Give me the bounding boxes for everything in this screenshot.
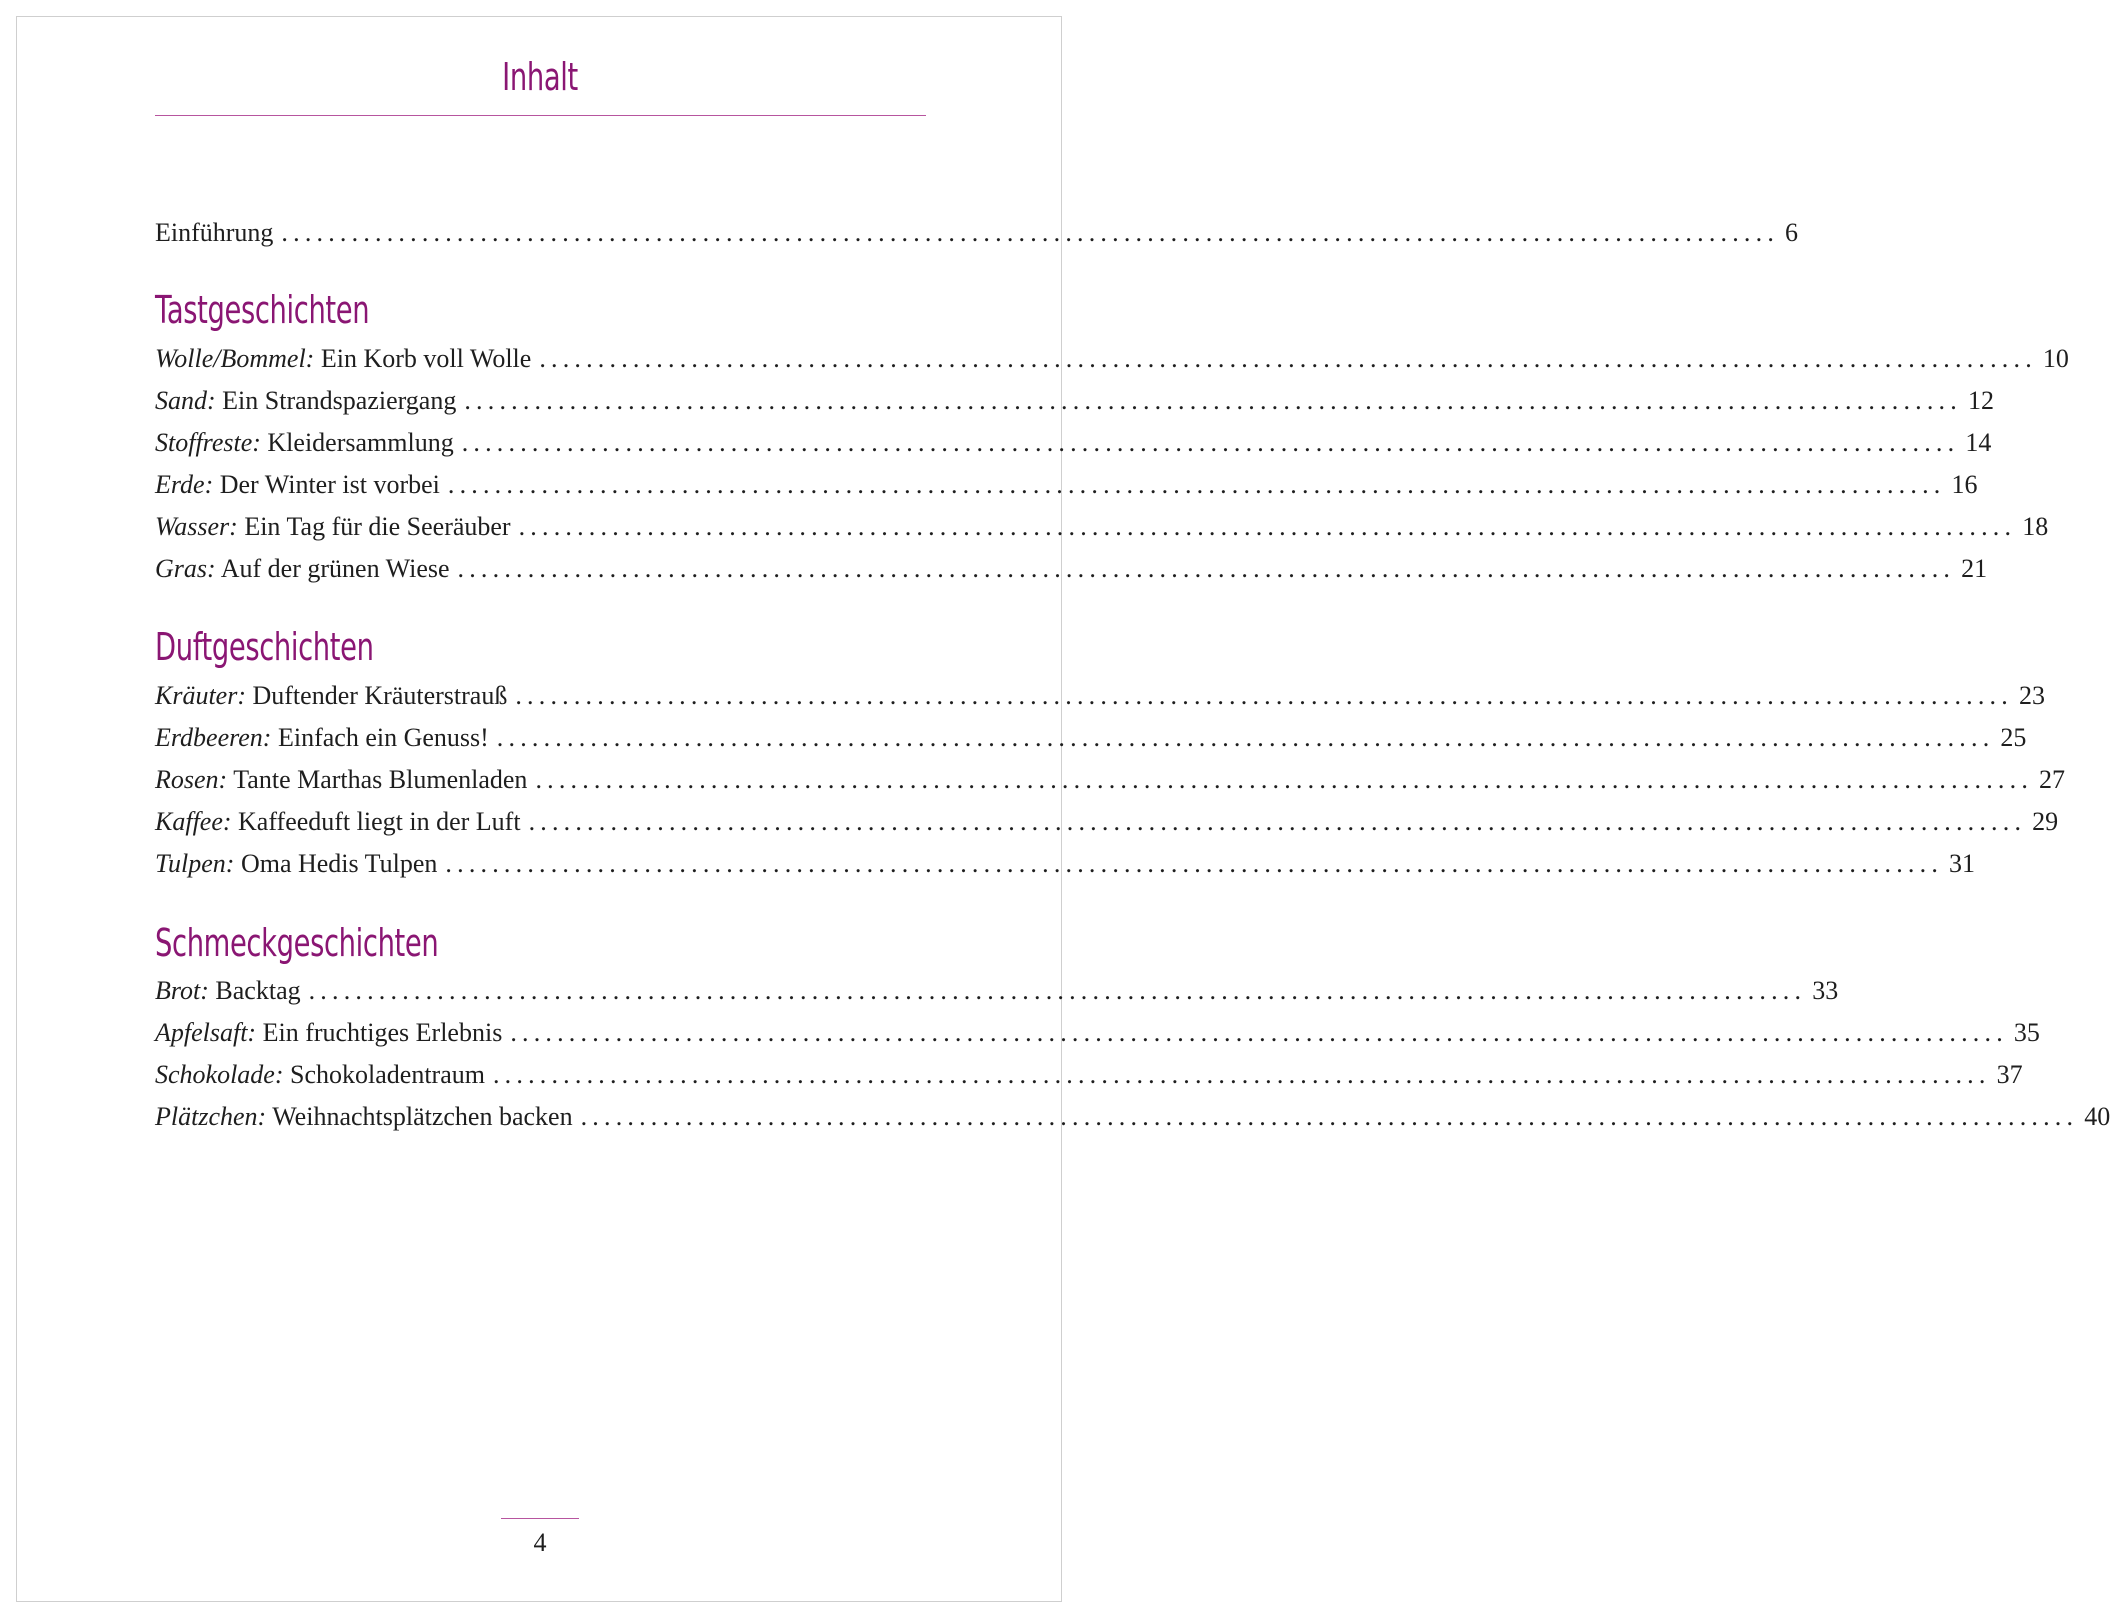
toc-entry-subject: Tulpen:	[155, 849, 235, 878]
leader-dots: ................................................................................................................................	[492, 1060, 1991, 1089]
leader-dots: ................................................................................................................................	[518, 512, 2017, 541]
toc-entry-subject: Rosen:	[155, 765, 228, 794]
toc-entry-subject: Erdbeeren:	[155, 723, 272, 752]
toc-entry[interactable]	[155, 1052, 2023, 1092]
toc-page-number: 40	[2084, 1102, 2110, 1131]
toc-entry[interactable]	[155, 546, 1988, 586]
toc-entry[interactable]	[155, 462, 1978, 502]
toc-page-number: 16	[1951, 470, 1978, 499]
leader-dots: ................................................................................................................................	[510, 1018, 2008, 1047]
footer-rule	[501, 1518, 579, 1519]
leader-dots: ................................................................................................................................	[539, 344, 2037, 373]
title-rule	[155, 115, 926, 116]
toc-entry-label	[155, 763, 527, 797]
toc-entry-label	[155, 468, 440, 502]
toc-entry-subject: Kräuter:	[155, 681, 246, 710]
toc-entry-title: Kaffeeduft liegt in der Luft	[231, 807, 521, 836]
toc-entry-label	[155, 1100, 573, 1134]
toc-entry-label	[155, 342, 531, 376]
toc-entry-subject: Wolle/Bommel:	[155, 344, 315, 373]
toc-entry-title: Ein fruchtiges Erlebnis	[256, 1018, 503, 1047]
leader-dots: ................................................................................................................................	[496, 723, 1995, 752]
toc-entry-subject: Gras:	[155, 554, 216, 583]
page-title: Inhalt	[502, 55, 578, 99]
leader-dots: ................................................................................................................................	[445, 849, 1944, 878]
toc-entry-title: Der Winter ist vorbei	[213, 470, 440, 499]
toc-entry[interactable]	[155, 841, 1976, 881]
toc-entry-subject: Kaffee:	[155, 807, 232, 836]
toc-page-number: 21	[1961, 554, 1988, 583]
toc-page-number: 27	[2039, 765, 2066, 794]
leader-dots: ................................................................................................................................	[528, 807, 2027, 836]
leader-dots: ................................................................................................................................	[457, 554, 1956, 583]
toc-entry[interactable]	[155, 420, 1992, 460]
toc-page-number: 25	[2000, 723, 2027, 752]
toc-entry-title: Auf der grünen Wiese	[215, 554, 450, 583]
toc-page-number: 12	[1967, 386, 1994, 415]
toc-page-number: 23	[2018, 681, 2045, 710]
toc-entry[interactable]	[155, 673, 2045, 713]
toc-page-number: 33	[1812, 976, 1839, 1005]
toc-entry-subject: Wasser:	[155, 512, 238, 541]
leader-dots: ................................................................................................................................	[535, 765, 2034, 794]
toc-entry[interactable]	[155, 378, 1994, 418]
toc-entry-title: Einfach ein Genuss!	[271, 723, 489, 752]
toc-entry-intro[interactable]	[155, 210, 1799, 250]
toc-entry-title: Duftender Kräuterstrauß	[246, 681, 508, 710]
toc-entry[interactable]	[155, 1010, 2040, 1050]
toc-page-number: 14	[1965, 428, 1992, 457]
toc-entry[interactable]	[155, 1094, 2110, 1134]
toc-page-number: 37	[1996, 1060, 2023, 1089]
toc-entry[interactable]	[155, 336, 2069, 376]
toc-entry-title: Backtag	[208, 976, 301, 1005]
toc-entry-label	[155, 805, 521, 839]
leader-dots: ................................................................................................................................	[515, 681, 2013, 710]
toc-entry-label	[155, 384, 456, 418]
toc-entry-title: Kleidersammlung	[260, 428, 454, 457]
toc-entry-title: Weihnachtsplätzchen backen	[266, 1102, 573, 1131]
toc-entry-subject: Sand:	[155, 386, 216, 415]
toc-entry-subject: Erde:	[155, 470, 214, 499]
toc-entry-title: Tante Marthas Blumenladen	[227, 765, 528, 794]
toc-entry-title: Oma Hedis Tulpen	[234, 849, 438, 878]
toc-page-number: 10	[2042, 344, 2069, 373]
leader-dots: ................................................................................................................................	[308, 976, 1807, 1005]
toc-entry-label	[155, 510, 511, 544]
toc-page-number: 29	[2032, 807, 2059, 836]
page-number: 4	[533, 1528, 547, 1557]
toc-entry-title: Ein Strandspaziergang	[215, 386, 457, 415]
toc-entry[interactable]	[155, 715, 2027, 755]
toc-entry-label: Einführung	[155, 218, 274, 247]
section-heading-duftgeschichten: Duftgeschichten	[155, 625, 374, 669]
toc-entry-label	[155, 552, 450, 586]
toc-entry-label	[155, 1016, 502, 1050]
toc-entry-label	[155, 721, 489, 755]
toc-page-number: 18	[2022, 512, 2049, 541]
toc-page-number: 6	[1785, 218, 1799, 247]
toc-entry[interactable]	[155, 504, 2049, 544]
toc-entry[interactable]	[155, 799, 2059, 839]
toc-entry-label	[155, 1058, 485, 1092]
toc-entry[interactable]	[155, 968, 1839, 1008]
section-heading-tastgeschichten: Tastgeschichten	[155, 288, 370, 332]
toc-entry-title: Ein Tag für die Seeräuber	[237, 512, 511, 541]
section-heading-schmeckgeschichten: Schmeckgeschichten	[155, 921, 439, 965]
toc-page-number: 31	[1949, 849, 1976, 878]
toc-entry-label	[155, 847, 437, 881]
leader-dots: ................................................................................................................................	[461, 428, 1960, 457]
leader-dots: ................................................................................................................................	[580, 1102, 2079, 1131]
toc-entry-subject: Stoffreste:	[155, 428, 261, 457]
toc-entry-subject: Plätzchen:	[155, 1102, 267, 1131]
leader-dots: ................................................................................................................................	[281, 218, 1780, 247]
toc-entry-label	[155, 426, 454, 460]
toc-entry-label	[155, 679, 507, 713]
toc-entry-label	[155, 974, 301, 1008]
toc-entry[interactable]	[155, 757, 2066, 797]
toc-entry-subject: Schokolade:	[155, 1060, 284, 1089]
toc-entry-title: Ein Korb voll Wolle	[314, 344, 532, 373]
leader-dots: ................................................................................................................................	[447, 470, 1946, 499]
toc-entry-subject: Brot:	[155, 976, 209, 1005]
toc-entry-subject: Apfelsaft:	[155, 1018, 257, 1047]
leader-dots: ................................................................................................................................	[464, 386, 1962, 415]
toc-entry-title: Schokoladentraum	[283, 1060, 485, 1089]
toc-page-number: 35	[2013, 1018, 2040, 1047]
